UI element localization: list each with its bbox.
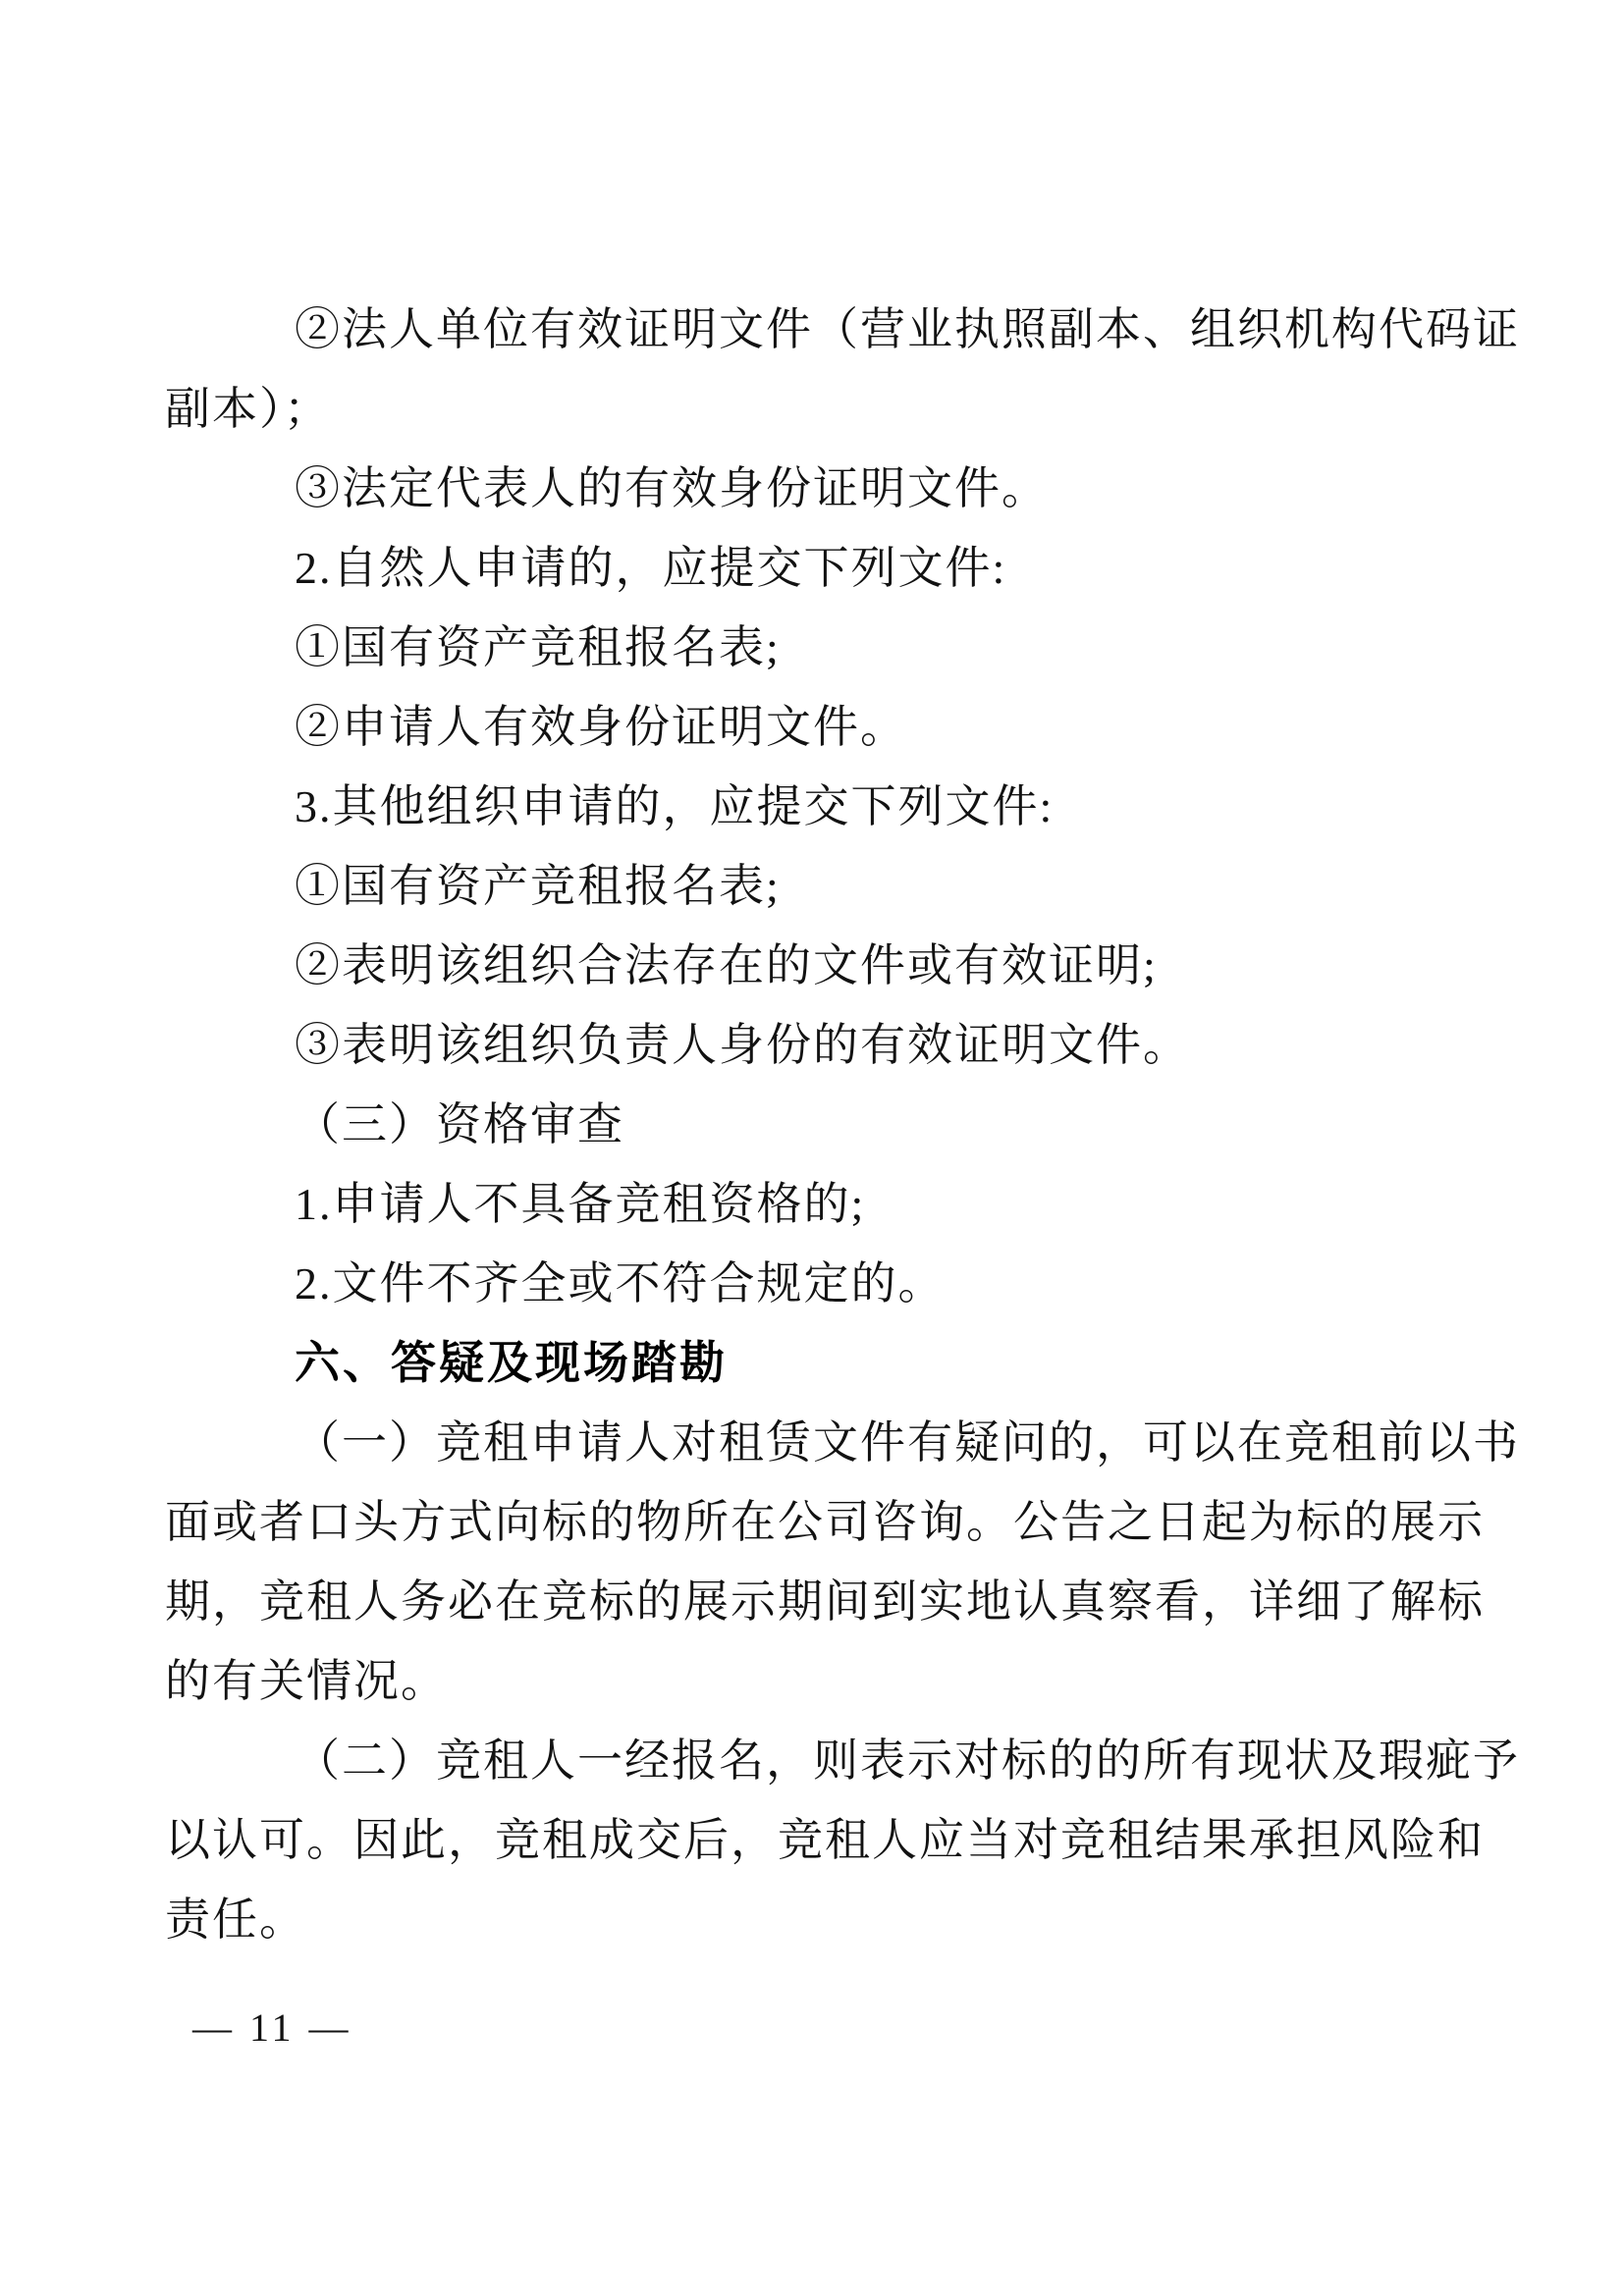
document-line: 面或者口头方式向标的物所在公司咨询。公告之日起为标的展示 xyxy=(165,1497,1485,1547)
document-line: ②表明该组织合法存在的文件或有效证明; xyxy=(295,940,1158,990)
document-line: （二）竞租人一经报名，则表示对标的的所有现状及瑕疵予 xyxy=(295,1735,1520,1786)
document-body xyxy=(165,290,1520,1959)
document-line: ①国有资产竞租报名表; xyxy=(295,622,781,672)
document-line: 1.申请人不具备竞租资格的; xyxy=(295,1179,866,1229)
document-line: 2.自然人申请的，应提交下列文件: xyxy=(295,543,1007,593)
document-line: （三）资格审查 xyxy=(295,1099,624,1149)
document-line: 3.其他组织申请的，应提交下列文件: xyxy=(295,781,1055,831)
document-line: ①国有资产竞租报名表; xyxy=(295,861,781,911)
document-line: 的有关情况。 xyxy=(165,1656,448,1706)
document-line: ②申请人有效身份证明文件。 xyxy=(295,702,907,752)
document-line: ②法人单位有效证明文件（营业执照副本、组织机构代码证 xyxy=(295,304,1520,354)
document-line: 副本）； xyxy=(165,384,331,434)
document-line: 2.文件不齐全或不符合规定的。 xyxy=(295,1258,946,1308)
document-line: （一）竞租申请人对租赁文件有疑问的，可以在竞租前以书 xyxy=(295,1417,1520,1468)
document-line: ③法定代表人的有效身份证明文件。 xyxy=(295,463,1049,513)
document-line: 以认可。因此，竞租成交后，竞租人应当对竞租结果承担风险和 xyxy=(165,1815,1485,1865)
document-line: 期，竞租人务必在竞标的展示期间到实地认真察看，详细了解标 xyxy=(165,1576,1485,1627)
document-line: ③表明该组织负责人身份的有效证明文件。 xyxy=(295,1020,1190,1070)
document-line: 责任。 xyxy=(165,1895,306,1945)
page-number-footer: — 11 — xyxy=(192,2005,352,2050)
section-heading: 六、答疑及现场踏勘 xyxy=(295,1337,728,1388)
